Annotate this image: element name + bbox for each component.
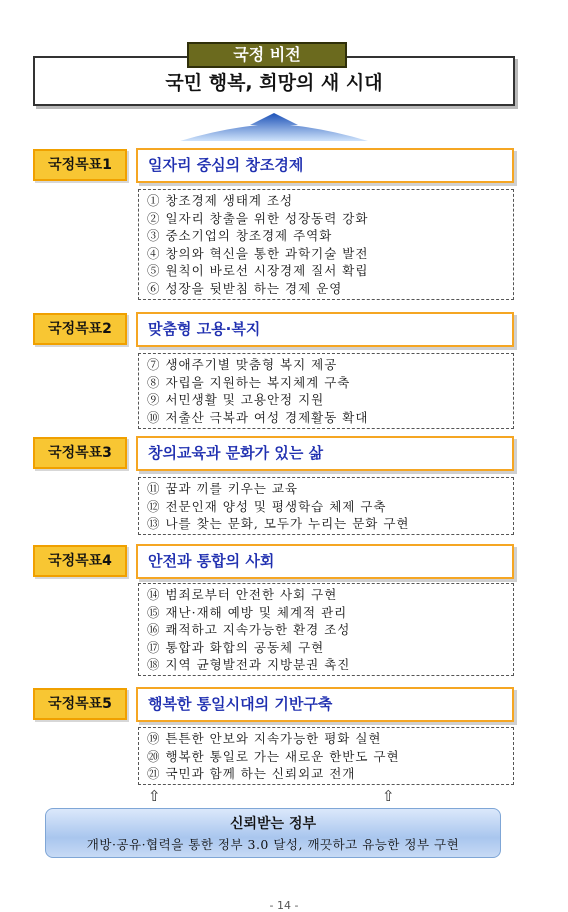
list-item: ⑮ 재난·재해 예방 및 체계적 관리	[147, 604, 348, 620]
list-item: ⑤ 원칙이 바로선 시장경제 질서 확립	[147, 263, 369, 279]
goal-list-4	[138, 583, 514, 676]
goal-title-4: 안전과 통합의 사회	[136, 544, 514, 579]
list-item: ④ 창의와 혁신을 통한 과학기술 발전	[147, 245, 369, 261]
list-item: ① 창조경제 생태계 조성	[147, 193, 294, 208]
list-item: ⑲ 튼튼한 안보와 지속가능한 평화 실현	[147, 731, 382, 746]
list-item: ⑫ 전문인재 양성 및 평생학습 체제 구축	[147, 498, 387, 514]
list-item: ⑬ 나를 찾는 문화, 모두가 누리는 문화 구현	[147, 516, 410, 532]
government-box	[45, 808, 501, 858]
list-item: ⑨ 서민생활 및 고용안정 지원	[147, 392, 325, 408]
vision-tab	[187, 42, 347, 68]
list-item: ⑪ 꿈과 끼를 키우는 교육	[147, 481, 299, 496]
list-item: ③ 중소기업의 창조경제 주역화	[147, 228, 333, 244]
list-item: ⑰ 통합과 화합의 공동체 구현	[147, 639, 325, 655]
vision-statement: 국민 행복, 희망의 새 시대	[165, 72, 383, 94]
goal-label-4: 국정목표4	[33, 545, 127, 577]
list-item: ⑧ 자립을 지원하는 복지체계 구축	[147, 374, 351, 390]
goal-label-5: 국정목표5	[33, 688, 127, 720]
list-item: ② 일자리 창출을 위한 성장동력 강화	[147, 210, 369, 226]
goal-label-2: 국정목표2	[33, 313, 127, 345]
goal-title-3: 창의교육과 문화가 있는 삶	[136, 436, 514, 471]
goal-title-1: 일자리 중심의 창조경제	[136, 148, 514, 183]
goal-label-3: 국정목표3	[33, 437, 127, 469]
list-item: ⑩ 저출산 극복과 여성 경제활동 확대	[147, 409, 369, 425]
goal-list-5	[138, 727, 514, 785]
goal-list-3	[138, 477, 514, 535]
list-item: ⑱ 지역 균형발전과 지방분권 촉진	[147, 657, 351, 673]
goal-list-2	[138, 353, 514, 429]
list-item: ⑯ 쾌적하고 지속가능한 환경 조성	[147, 622, 351, 638]
list-item: ⑭ 범죄로부터 안전한 사회 구현	[147, 587, 338, 602]
up-arrow-icon: ⇧	[148, 787, 161, 805]
up-arrow-icon: ⇧	[382, 787, 395, 805]
government-subtitle: 개방·공유·협력을 통한 정부 3.0 달성, 깨끗하고 유능한 정부 구현	[86, 837, 460, 852]
page-number: - 14 -	[269, 899, 299, 912]
government-title: 신뢰받는 정부	[229, 816, 317, 832]
goal-title-5: 행복한 통일시대의 기반구축	[136, 687, 514, 722]
vision-tab-label: 국정 비전	[233, 45, 301, 64]
goal-title-2: 맞춤형 고용·복지	[136, 312, 514, 347]
goal-list-1	[138, 189, 514, 300]
list-item: ⑦ 생애주기별 맞춤형 복지 제공	[147, 357, 338, 372]
list-item: ⑳ 행복한 통일로 가는 새로운 한반도 구현	[147, 748, 400, 764]
list-item: ⑥ 성장을 뒷받침 하는 경제 운영	[147, 280, 343, 296]
list-item: ㉑ 국민과 함께 하는 신뢰외교 전개	[147, 766, 356, 782]
upward-arrow-icon	[178, 111, 370, 141]
goal-label-1: 국정목표1	[33, 149, 127, 181]
